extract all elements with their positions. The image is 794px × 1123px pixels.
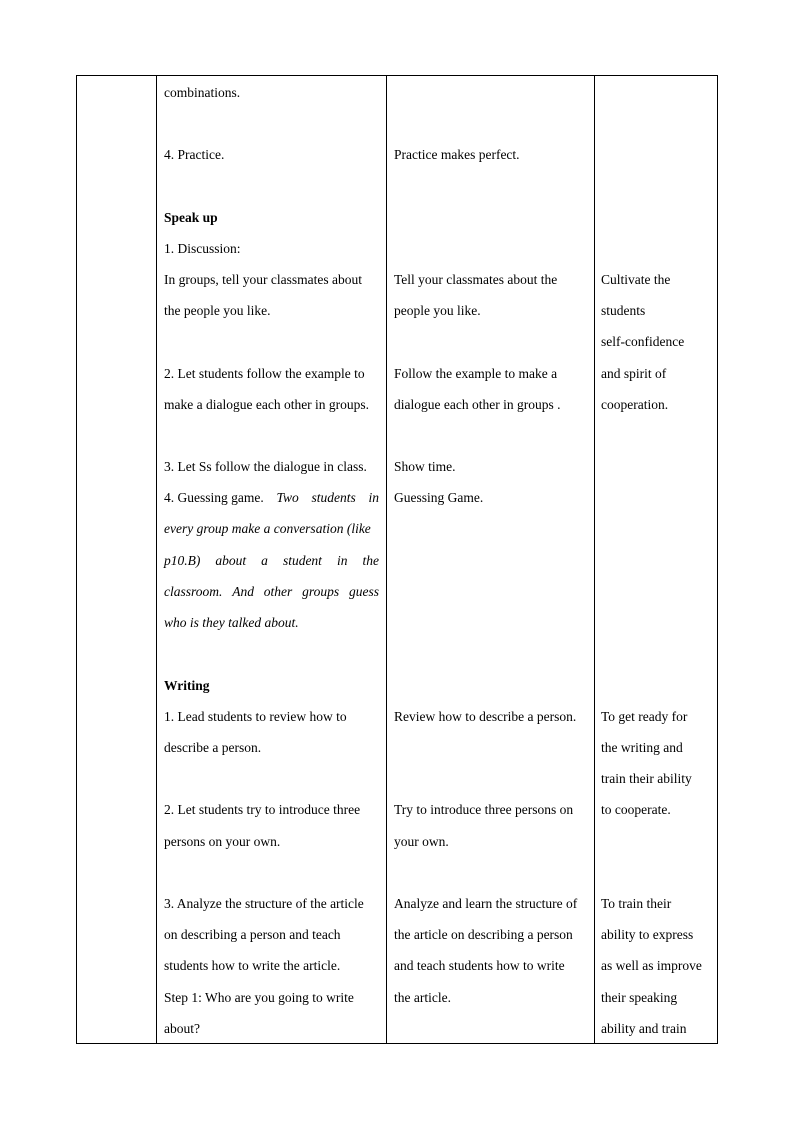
text-word: guess [348, 584, 379, 599]
text-line: 2. Let students follow the example to [164, 366, 365, 381]
text-line [164, 553, 379, 569]
text-line: describe a person. [164, 740, 262, 755]
text-line: combinations. [164, 85, 241, 100]
text-line: train their ability [601, 771, 692, 786]
text-word: students [311, 490, 356, 505]
text-line: students [601, 303, 646, 318]
text-line: Cultivate the [601, 272, 671, 287]
text-line [164, 584, 379, 600]
text-line [164, 490, 379, 506]
text-line: dialogue each other in groups . [394, 397, 561, 412]
text-line: as well as improve [601, 958, 702, 973]
text-word: Two [276, 490, 299, 505]
text-line: and spirit of [601, 366, 667, 381]
text-word: student [282, 553, 322, 568]
text-line: about? [164, 1021, 200, 1036]
text-line: Follow the example to make a [394, 366, 558, 381]
text-word: a [261, 553, 268, 568]
text-line: Show time. [394, 459, 456, 474]
text-line: on describing a person and teach [164, 927, 341, 942]
text-word: groups [302, 584, 340, 599]
text-line: To get ready for [601, 709, 688, 724]
text-word: about [215, 553, 247, 568]
text-line: 1. Lead students to review how to [164, 709, 347, 724]
text-line: cooperation. [601, 397, 669, 412]
section-heading-speak-up: Speak up [164, 210, 218, 225]
column-divider [594, 76, 595, 1043]
text-line: every group make a conversation (like [164, 521, 371, 536]
text-word: classroom. [164, 584, 223, 599]
text-word: p10.B) [164, 553, 201, 568]
text-line: the article on describing a person [394, 927, 573, 942]
text-line: self-confidence [601, 334, 685, 349]
text-line: the article. [394, 990, 451, 1005]
text-line: Practice makes perfect. [394, 147, 520, 162]
text-word: other [263, 584, 293, 599]
text-line: who is they talked about. [164, 615, 299, 630]
section-heading-writing: Writing [164, 678, 210, 693]
text-line: 1. Discussion: [164, 241, 241, 256]
text-line: people you like. [394, 303, 481, 318]
text-word: the [362, 553, 379, 568]
text-line: To train their [601, 896, 672, 911]
text-line: ability to express [601, 927, 694, 942]
text-line: 3. Let Ss follow the dialogue in class. [164, 459, 367, 474]
column-divider [386, 76, 387, 1043]
text-line: ability and train [601, 1021, 687, 1036]
text-word: in [368, 490, 379, 505]
text-line: the people you like. [164, 303, 271, 318]
text-line: 4. Practice. [164, 147, 225, 162]
text-word: in [336, 553, 348, 568]
text-line: 3. Analyze the structure of the article [164, 896, 364, 911]
text-line: 2. Let students try to introduce three [164, 802, 361, 817]
text-line: make a dialogue each other in groups. [164, 397, 370, 412]
text-line: their speaking [601, 990, 678, 1005]
text-line: to cooperate. [601, 802, 671, 817]
text-line: your own. [394, 834, 449, 849]
text-word: 4. Guessing game. [164, 490, 264, 505]
column-divider [156, 76, 157, 1043]
text-line: and teach students how to write [394, 958, 565, 973]
text-word: And [232, 584, 254, 599]
text-line: Step 1: Who are you going to write [164, 990, 354, 1005]
text-line: Guessing Game. [394, 490, 484, 505]
text-line: students how to write the article. [164, 958, 341, 973]
lesson-plan-table [76, 75, 718, 1044]
text-line: In groups, tell your classmates about [164, 272, 362, 287]
text-line: Review how to describe a person. [394, 709, 577, 724]
text-line: Tell your classmates about the [394, 272, 558, 287]
text-line: the writing and [601, 740, 683, 755]
text-line: persons on your own. [164, 834, 281, 849]
text-line: Analyze and learn the structure of [394, 896, 578, 911]
text-line: Try to introduce three persons on [394, 802, 574, 817]
